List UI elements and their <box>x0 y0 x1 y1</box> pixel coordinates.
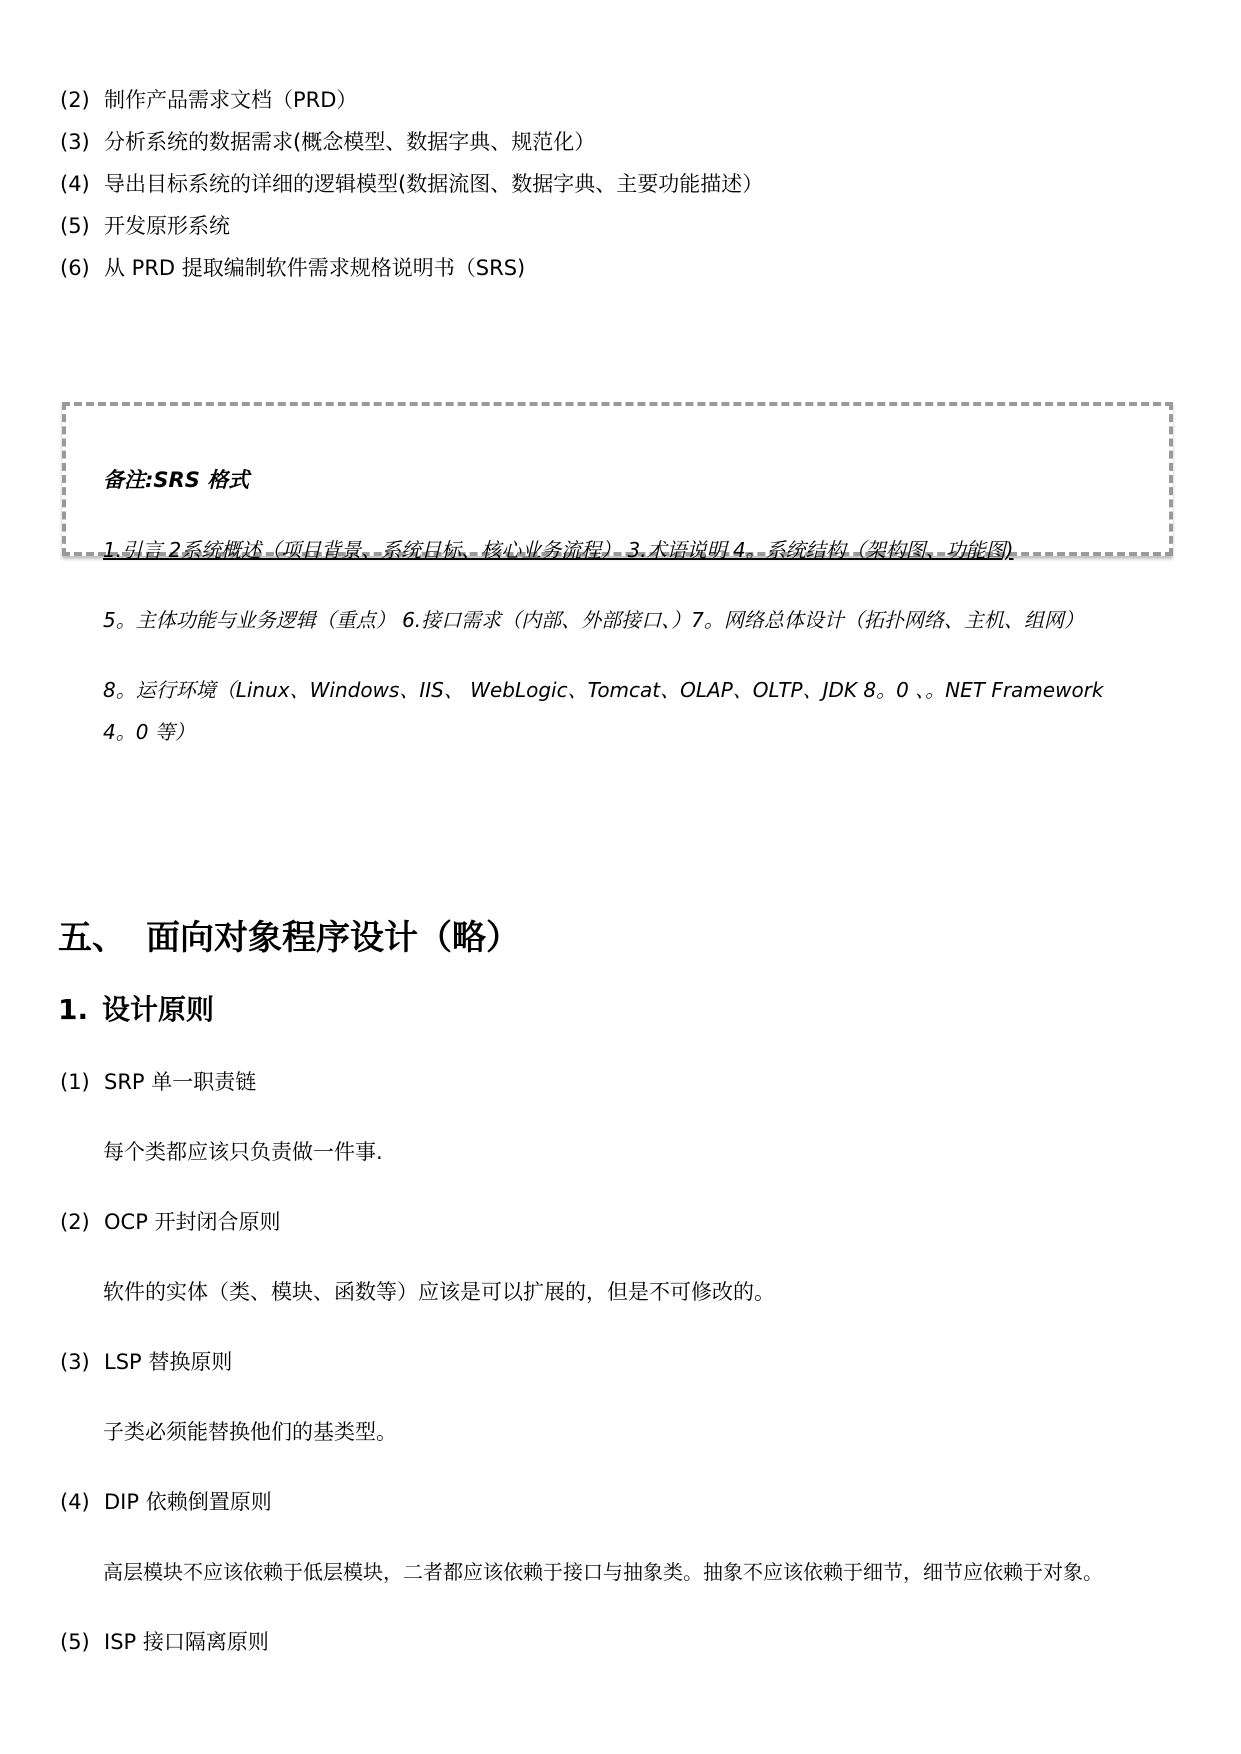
principle-title: SRP 单一职责链 <box>104 1070 257 1094</box>
section-number: 五、 <box>58 918 126 958</box>
principle-description: 高层模块不应该依赖于低层模块，二者都应该依赖于接口与抽象类。抽象不应该依赖于细节，细节应依赖于对象。 <box>103 1560 1103 1584</box>
list-item <box>60 212 230 240</box>
section-title: 面向对象程序设计（略） <box>146 918 520 958</box>
list-number: (6) <box>60 256 90 280</box>
section-heading <box>58 918 520 958</box>
principle-item <box>60 1208 281 1236</box>
principle-title: ISP 接口隔离原则 <box>104 1630 269 1654</box>
principle-item <box>60 1488 272 1516</box>
principle-description: 软件的实体（类、模块、函数等）应该是可以扩展的，但是不可修改的。 <box>103 1280 775 1304</box>
list-number: (4) <box>60 172 90 196</box>
list-number: (2) <box>60 88 90 112</box>
list-item <box>60 86 357 114</box>
principle-item <box>60 1348 232 1376</box>
principle-number: (3) <box>60 1350 90 1374</box>
list-text: 从 PRD 提取编制软件需求规格说明书（SRS) <box>104 256 526 280</box>
principle-number: (2) <box>60 1210 90 1234</box>
subsection-title: 设计原则 <box>102 993 215 1026</box>
list-text: 开发原形系统 <box>104 214 230 238</box>
list-text: 制作产品需求文档（PRD） <box>104 88 358 112</box>
subsection-number: 1. <box>58 993 89 1026</box>
principle-number: (1) <box>60 1070 90 1094</box>
principle-title: DIP 依赖倒置原则 <box>104 1490 272 1514</box>
list-item <box>60 170 763 198</box>
list-item <box>60 128 595 156</box>
note-title: 备注:SRS 格式 <box>103 468 250 492</box>
principle-description: 每个类都应该只负责做一件事. <box>103 1140 383 1164</box>
subsection-heading <box>58 992 214 1028</box>
principle-title: OCP 开封闭合原则 <box>104 1210 281 1234</box>
principle-item <box>60 1068 256 1096</box>
principle-title: LSP 替换原则 <box>104 1350 233 1374</box>
principle-number: (5) <box>60 1630 90 1654</box>
list-number: (5) <box>60 214 90 238</box>
note-line-2: 5。主体功能与业务逻辑（重点） 6.接口需求（内部、外部接口、）7。网络总体设计（拓扑网络、主机、组网） <box>103 608 1084 632</box>
list-text: 分析系统的数据需求(概念模型、数据字典、规范化） <box>104 130 596 154</box>
principle-number: (4) <box>60 1490 90 1514</box>
list-number: (3) <box>60 130 90 154</box>
note-line-4: 4。0 等） <box>103 720 195 744</box>
principle-description: 子类必须能替换他们的基类型。 <box>103 1420 397 1444</box>
list-text: 导出目标系统的详细的逻辑模型(数据流图、数据字典、主要功能描述） <box>104 172 764 196</box>
list-item <box>60 254 525 282</box>
note-line-1: 1.引言 2系统概述（项目背景、系统目标、核心业务流程） 3.术语说明 4。系统结构（架构图、功能图) <box>103 538 1014 562</box>
principle-item <box>60 1628 269 1656</box>
note-line-3: 8。运行环境（Linux、Windows、IIS、 WebLogic、Tomcat、OLAP、OLTP、JDK 8。0 、。NET Framework <box>103 678 1104 702</box>
